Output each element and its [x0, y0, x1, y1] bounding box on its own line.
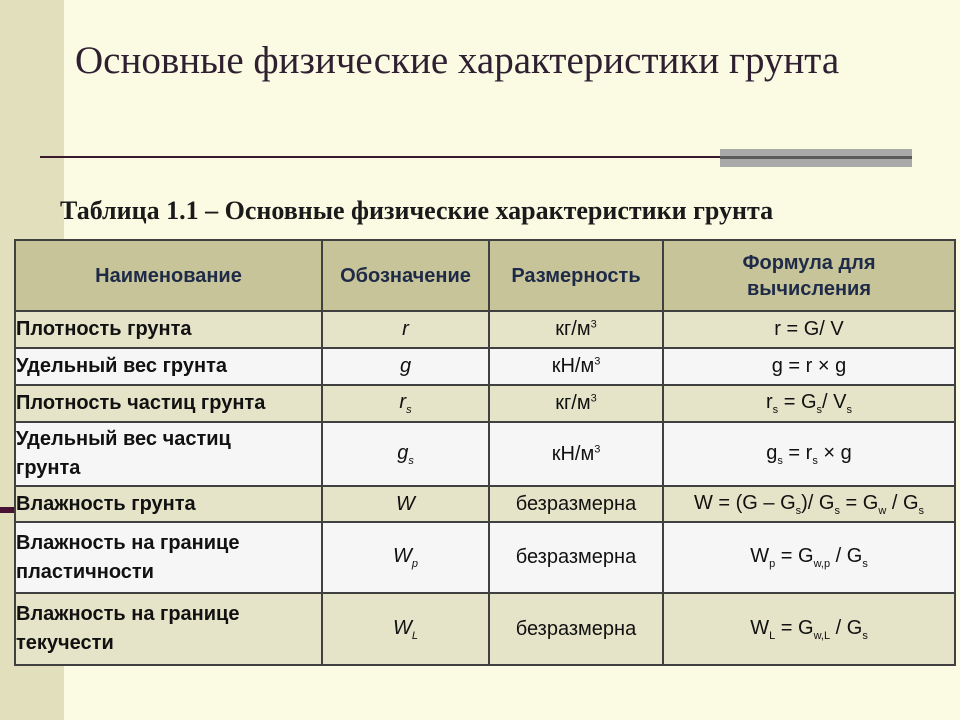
row-dimension: $кН/м^3$ [489, 348, 663, 385]
row-symbol: g [322, 348, 489, 385]
header-name: Наименование [15, 240, 322, 311]
header-symbol: Обозначение [322, 240, 489, 311]
table-row [15, 385, 955, 422]
table-row [15, 593, 955, 665]
table-row [15, 522, 955, 593]
row-dimension: $кг/м^3$ [489, 311, 663, 348]
header-formula-line2: вычисления [746, 277, 871, 300]
row-name: Удельный вес грунта [15, 348, 322, 385]
row-name: Влажность на границе пластичности [15, 522, 322, 593]
title-underline-accent-line [720, 156, 912, 159]
row-formula: $r_s = G_s/$ $V_s$ [663, 385, 955, 422]
row-name: Влажность грунта [15, 486, 322, 522]
table-row [15, 311, 955, 348]
row-dimension: безразмерна [489, 486, 663, 522]
row-symbol: r [322, 311, 489, 348]
row-formula: $W_p = G_{w,p} / G_s$ [663, 522, 955, 593]
row-formula: $W_L = G_{w,L} / G_s$ [663, 593, 955, 665]
slide-title: Основные физические характеристики грунта [75, 39, 840, 82]
row-name: Плотность частиц грунта [15, 385, 322, 422]
table-row [15, 422, 955, 486]
table-row [15, 486, 955, 522]
row-symbol: $g_s$ [322, 422, 489, 486]
table-row [15, 348, 955, 385]
row-formula: $W = (G - G_s)/$ $G_s = G_w / G_s$ [663, 486, 955, 522]
row-dimension: безразмерна [489, 522, 663, 593]
row-symbol: $r_s$ [322, 385, 489, 422]
row-symbol: W [322, 486, 489, 522]
table-header-row [15, 240, 955, 311]
row-dimension: $кг/м^3$ [489, 385, 663, 422]
row-dimension: $кН/м^3$ [489, 422, 663, 486]
row-symbol: $W_L$ [322, 593, 489, 665]
row-symbol: $W_p$ [322, 522, 489, 593]
header-formula [663, 240, 955, 311]
row-dimension: безразмерна [489, 593, 663, 665]
header-formula-line1: Формула для [742, 251, 876, 274]
row-formula: $g_s = r_s \times g$ [663, 422, 955, 486]
row-name: Плотность грунта [15, 311, 322, 348]
table-caption: Таблица 1.1 – Основные физические характеристики грунта [60, 196, 774, 225]
row-name: Влажность на границе текучести [15, 593, 322, 665]
row-formula: g = r × g [663, 348, 955, 385]
row-name: Удельный вес частиц грунта [15, 422, 322, 486]
soil-properties-table [14, 239, 956, 666]
row-formula: r = G/ V [663, 311, 955, 348]
header-dimension: Размерность [489, 240, 663, 311]
